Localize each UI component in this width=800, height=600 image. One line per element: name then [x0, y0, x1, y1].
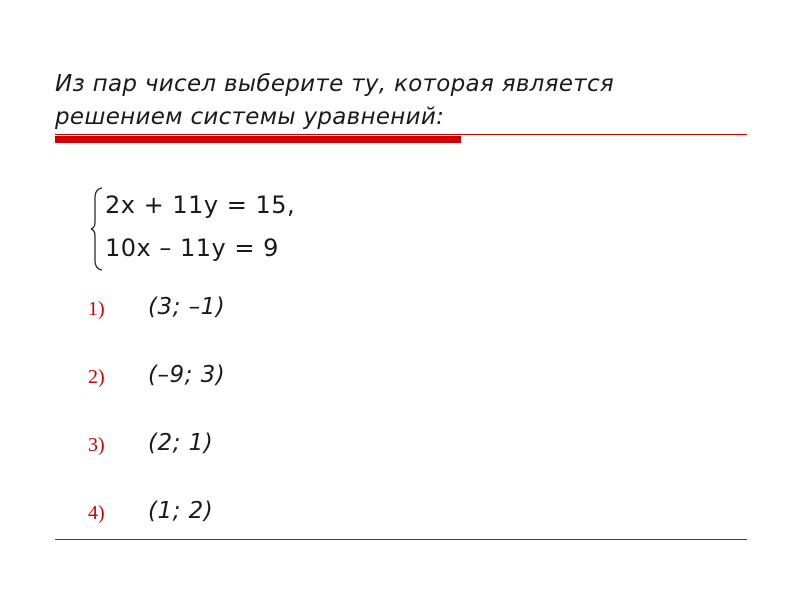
answer-number: 3) — [88, 434, 105, 456]
title-accent-bar — [55, 136, 461, 143]
page-title — [55, 68, 755, 134]
title-line-1: Из пар чисел выберите ту, которая является — [55, 71, 615, 97]
answer-number: 1) — [88, 298, 105, 320]
answer-value: (3; –1) — [148, 294, 226, 320]
equation-2: 10x – 11y = 9 — [105, 234, 279, 262]
equation-1: 2x + 11y = 15, — [105, 191, 296, 219]
answer-value: (1; 2) — [148, 498, 214, 524]
title-line-2: решением системы уравнений: — [55, 104, 445, 130]
answer-number: 2) — [88, 366, 105, 388]
answer-value: (–9; 3) — [148, 362, 226, 388]
equation-system — [80, 186, 340, 272]
system-brace — [90, 186, 104, 272]
bottom-divider — [55, 539, 747, 540]
title-divider — [55, 134, 747, 135]
answer-value: (2; 1) — [148, 430, 214, 456]
answer-number: 4) — [88, 502, 105, 524]
